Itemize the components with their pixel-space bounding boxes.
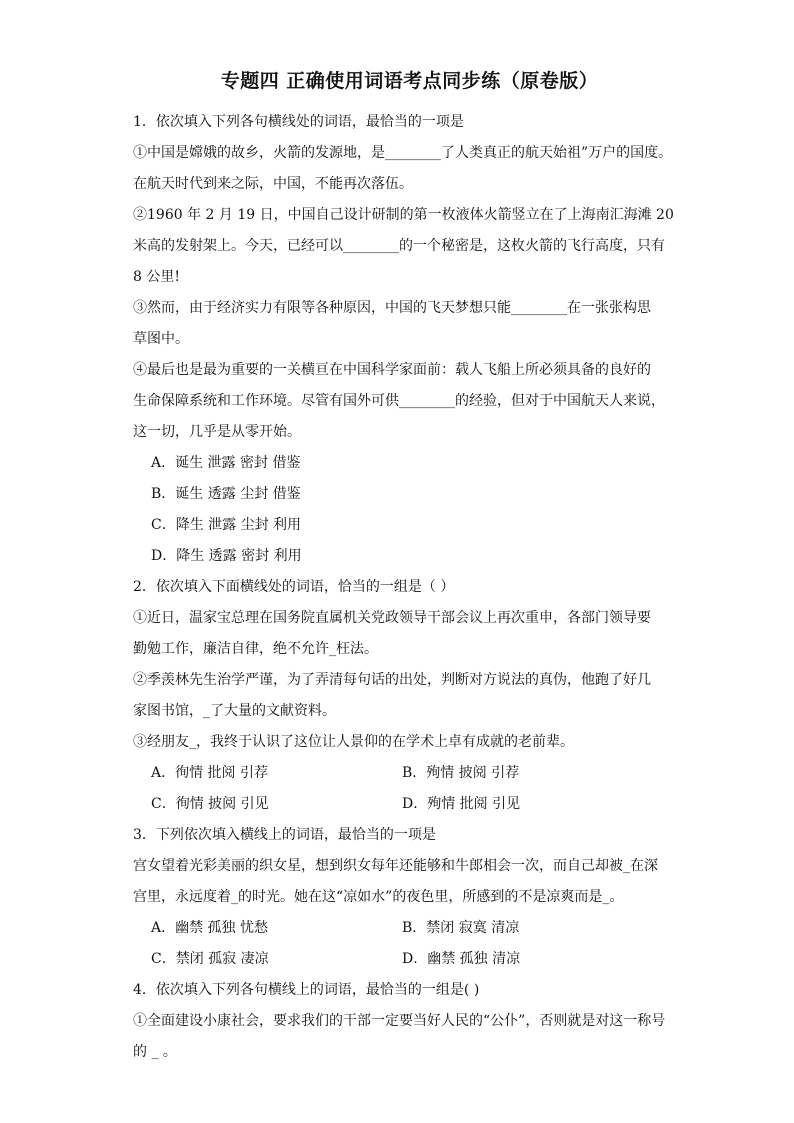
question-1-option-a: A．诞生 泄露 密封 借鉴 [151,455,301,471]
question-4-line: 4．依次填入下列各句横线上的词语，最恰当的一组是( ) [133,982,480,998]
question-1-line: 草图中。 [133,331,189,347]
question-1 [133,107,676,572]
question-1-line: ①中国是嫦娥的故乡，火箭的发源地，是________了人类真正的航天始祖”万户的国度。 [133,145,673,161]
question-3-option-d: D．幽禁 孤独 清凉 [402,951,521,967]
question-2-option-c: C．徇情 披阅 引见 [151,796,269,812]
question-2-option-a: A．徇情 批阅 引荐 [151,765,269,781]
question-3-option-row [133,913,676,944]
question-4 [133,975,676,1068]
question-3-line: 宫里，永远度着_的时光。她在这“凉如水”的夜色里，所感到的不是凉爽而是_。 [133,889,624,905]
question-4-line: ①全面建设小康社会，要求我们的干部一定要当好人民的“公仆”，否则就是对这一称号 [133,1013,666,1029]
question-2 [133,572,676,820]
question-1-line: 在航天时代到来之际，中国，不能再次落伍。 [133,176,413,192]
question-1-line: 米高的发射架上。今天，已经可以________的一个秘密是，这枚火箭的飞行高度，只有 [133,238,665,254]
question-2-line: ①近日，温家宝总理在国务院直属机关党政领导干部会议上再次重申，各部门领导要 [133,610,651,626]
question-2-line: ③经朋友_，我终于认识了这位让人景仰的在学术上卓有成就的老前辈。 [133,734,574,750]
question-3-line: 3．下列依次填入横线上的词语，最恰当的一项是 [133,827,436,843]
question-2-line: 2．依次填入下面横线处的词语，恰当的一组是（ ） [133,579,455,595]
question-3-option-a: A．幽禁 孤独 忧愁 [151,920,269,936]
page-title: 专题四 正确使用词语考点同步练（原卷版） [220,70,599,92]
question-2-option-row [133,758,676,789]
question-1-line: 生命保障系统和工作环境。尽管有国外可供________的经验，但对于中国航天人来说， [133,393,665,409]
question-1-line: 8 公里! [133,269,180,285]
question-1-line: 这一切，几乎是从零开始。 [133,424,301,440]
question-3 [133,820,676,975]
question-3-option-row [133,944,676,975]
question-4-line: 的 _ 。 [133,1044,177,1060]
question-1-line: 1．依次填入下列各句横线处的词语，最恰当的一项是 [133,114,464,130]
question-2-line: 勤勉工作，廉洁自律，绝不允许_枉法。 [133,641,378,657]
question-2-line: ②季羡林先生治学严谨，为了弄清每句话的出处，判断对方说法的真伪，他跑了好几 [133,672,651,688]
question-1-option-b: B．诞生 透露 尘封 借鉴 [151,486,301,502]
question-2-line: 家图书馆，_了大量的文献资料。 [133,703,336,719]
question-1-option-d: D．降生 透露 密封 利用 [151,548,302,564]
question-3-option-b: B．禁闭 寂寞 清凉 [402,920,520,936]
question-1-line: ③然而，由于经济实力有限等各种原因，中国的飞天梦想只能________在一张张构思 [133,300,651,316]
question-2-option-d: D．殉情 批阅 引见 [402,796,521,812]
question-1-line: ②1960 年 2 月 19 日，中国自己设计研制的第一枚液体火箭竖立在了上海南汇海滩 20 [133,207,674,223]
question-2-option-b: B．殉情 披阅 引荐 [402,765,520,781]
question-2-option-row [133,789,676,820]
question-3-line: 宫女望着光彩美丽的织女星，想到织女每年还能够和牛郎相会一次，而自己却被_在深 [133,858,658,874]
question-1-line: ④最后也是最为重要的一关横亘在中国科学家面前：载人飞船上所必须具备的良好的 [133,362,651,378]
question-3-option-c: C．禁闭 孤寂 凄凉 [151,951,269,967]
question-1-option-c: C．降生 泄露 尘封 利用 [151,517,302,533]
